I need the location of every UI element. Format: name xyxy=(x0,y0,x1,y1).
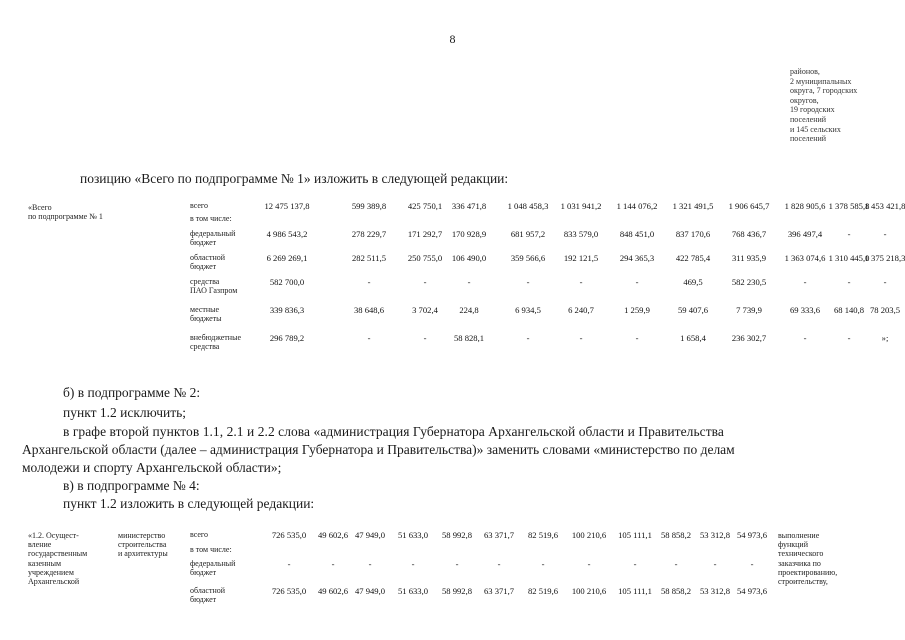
event-line: государственным xyxy=(28,549,88,559)
table-cell: 224,8 xyxy=(459,305,479,315)
table-cell: 170 928,9 xyxy=(451,229,487,239)
table-cell: 49 602,6 xyxy=(317,586,349,596)
table-cell: 106 490,0 xyxy=(451,253,487,263)
table-cell: - xyxy=(368,559,372,569)
table-cell: 336 471,8 xyxy=(451,201,487,211)
table-cell: 1 828 905,6 xyxy=(784,201,826,211)
table-cell: 1 259,9 xyxy=(624,305,650,315)
table-cell: 59 407,6 xyxy=(677,305,709,315)
table-cell: - xyxy=(467,277,471,287)
funding-source-line: в том числе: xyxy=(190,545,232,554)
table-cell: 311 935,9 xyxy=(731,253,767,263)
table-cell: 726 535,0 xyxy=(271,586,307,596)
table-cell: - xyxy=(497,559,501,569)
table-cell: 47 949,0 xyxy=(354,586,386,596)
table-cell: 54 973,6 xyxy=(736,586,768,596)
section-v: в) в подпрограмме № 4: xyxy=(63,478,200,493)
table-cell: 63 371,7 xyxy=(483,530,515,540)
table-cell: 833 579,0 xyxy=(563,229,599,239)
funding-source-line: средства xyxy=(190,342,220,352)
funding-source-line: бюджеты xyxy=(190,314,222,324)
table-cell: - xyxy=(579,277,583,287)
table-cell: 396 497,4 xyxy=(787,229,823,239)
table-cell: 63 371,7 xyxy=(483,586,515,596)
paragraph-line-2: Архангельской области (далее – администрация Губернатора и Правительства)» заменить словами «министерство по делам xyxy=(22,442,735,457)
table-cell: 105 111,1 xyxy=(618,530,652,540)
table-cell: - xyxy=(579,333,583,343)
table-cell: - xyxy=(526,277,530,287)
table-cell: 848 451,0 xyxy=(619,229,655,239)
table-cell: - xyxy=(847,229,851,239)
funding-source-line: всего xyxy=(190,530,209,539)
funding-source-label xyxy=(190,586,225,604)
table-cell: - xyxy=(587,559,591,569)
table-cell: 339 836,3 xyxy=(269,305,305,315)
table-cell: - xyxy=(847,277,851,287)
executor-line: строительства xyxy=(118,540,167,550)
funding-source-line: внебюджетные xyxy=(190,333,241,342)
funding-source-label xyxy=(190,545,232,554)
funding-source-line: бюджет xyxy=(190,262,217,272)
funding-source-label xyxy=(190,229,235,247)
table-cell: - xyxy=(455,559,459,569)
table-cell: 3 702,4 xyxy=(412,305,438,315)
table2-col-executor xyxy=(118,531,168,559)
table-cell: - xyxy=(287,559,291,569)
result-line: заказчика по xyxy=(778,558,821,568)
funding-source-label xyxy=(190,277,237,295)
table-cell: 236 302,7 xyxy=(731,333,767,343)
funding-source-line: в том числе: xyxy=(190,214,232,223)
funding-source-line: ПАО Газпром xyxy=(190,286,238,296)
table-cell: 250 755,0 xyxy=(407,253,443,263)
table-cell: - xyxy=(674,559,678,569)
table-cell: - xyxy=(526,333,530,343)
table-cell: 58 858,2 xyxy=(660,586,692,596)
funding-source-line: бюджет xyxy=(190,568,217,578)
table-cell: 278 229,7 xyxy=(351,229,387,239)
table-cell: 1 906 645,7 xyxy=(728,201,770,211)
table-cell: - xyxy=(713,559,717,569)
table-cell: 1 048 458,3 xyxy=(507,201,549,211)
table-cell: 1 378 585,8 xyxy=(828,201,870,211)
table-cell: 192 121,5 xyxy=(563,253,599,263)
table-cell: 837 170,6 xyxy=(675,229,711,239)
table-cell: 469,5 xyxy=(683,277,703,287)
funding-source-line: бюджет xyxy=(190,595,217,605)
table-cell: - xyxy=(803,277,807,287)
table-cell: 171 292,7 xyxy=(407,229,443,239)
table-cell: 47 949,0 xyxy=(354,530,386,540)
funding-source-label xyxy=(190,253,225,271)
table-cell: 4 986 543,2 xyxy=(266,229,308,239)
table-cell: 58 858,2 xyxy=(660,530,692,540)
table-cell: 53 312,8 xyxy=(699,530,731,540)
table-cell: 51 633,0 xyxy=(397,530,429,540)
table-cell: 82 519,6 xyxy=(527,586,559,596)
event-line: Архангельской xyxy=(28,577,80,587)
funding-source-line: бюджет xyxy=(190,238,217,248)
funding-source-line: областной xyxy=(190,586,226,595)
result-line: технического xyxy=(778,549,824,559)
table-cell: 58 828,1 xyxy=(453,333,485,343)
table-cell: - xyxy=(750,559,754,569)
table-cell: 582 700,0 xyxy=(269,277,305,287)
table-cell: - xyxy=(883,229,887,239)
result-line: выполнение xyxy=(778,531,820,540)
table-cell: 582 230,5 xyxy=(731,277,767,287)
table-cell: 6 240,7 xyxy=(568,305,594,315)
paragraph-line-3: молодежи и спорту Архангельской области»; xyxy=(22,460,282,475)
table-cell: 49 602,6 xyxy=(317,530,349,540)
table-cell: 296 789,2 xyxy=(269,333,305,343)
table-cell: - xyxy=(423,277,427,287)
table-cell: 58 992,8 xyxy=(441,530,473,540)
section-b: б) в подпрограмме № 2: xyxy=(63,385,201,400)
table-cell: 422 785,4 xyxy=(675,253,711,263)
table-cell: 282 511,5 xyxy=(351,253,387,263)
top-note: районов, 2 муниципальных округа, 7 городских округов, 19 городских поселений и 145 сельских поселений xyxy=(790,67,858,144)
funding-source-line: федеральный xyxy=(190,229,236,238)
table-cell: - xyxy=(803,333,807,343)
table-cell: 1 144 076,2 xyxy=(616,201,658,211)
table-cell: 100 210,6 xyxy=(571,530,607,540)
table1-label-line2: по подпрограмме № 1 xyxy=(28,212,103,222)
table-cell: 78 203,5 xyxy=(869,305,901,315)
table-cell: 6 934,5 xyxy=(515,305,541,315)
table-cell: 58 992,8 xyxy=(441,586,473,596)
executor-line: министерство xyxy=(118,531,166,540)
funding-source-line: местные xyxy=(190,305,220,314)
funding-source-label xyxy=(190,530,208,539)
table-cell: 69 333,6 xyxy=(789,305,821,315)
table-cell: 1 321 491,5 xyxy=(672,201,714,211)
table-cell: - xyxy=(635,333,639,343)
table-cell: - xyxy=(411,559,415,569)
paragraph-line-1: в графе второй пунктов 1.1, 2.1 и 2.2 слова «администрация Губернатора Архангельской области и Правительства xyxy=(63,424,724,439)
result-line: строительству, xyxy=(778,577,828,587)
table-cell: 51 633,0 xyxy=(397,586,429,596)
table-cell: - xyxy=(367,277,371,287)
funding-source-label xyxy=(190,305,222,323)
table-cell: 425 750,1 xyxy=(407,201,443,211)
event-line: вление xyxy=(28,540,52,550)
result-line: проектированию, xyxy=(778,567,838,577)
item-12-edit: пункт 1.2 изложить в следующей редакции: xyxy=(63,496,315,511)
executor-line: и архитектуры xyxy=(118,549,168,559)
funding-source-line: всего xyxy=(190,201,209,210)
table-cell: 359 566,6 xyxy=(510,253,546,263)
table-cell: 599 389,8 xyxy=(351,201,387,211)
table-cell: 82 519,6 xyxy=(527,530,559,540)
table-cell: 726 535,0 xyxy=(271,530,307,540)
table-cell: 294 365,3 xyxy=(619,253,655,263)
table-cell: 54 973,6 xyxy=(736,530,768,540)
table1-label-line1: «Всего xyxy=(28,203,52,212)
table-cell: 1 375 218,3 xyxy=(864,253,905,263)
table-cell: 38 648,6 xyxy=(353,305,385,315)
table2-col-event xyxy=(28,531,87,586)
result-line: функций xyxy=(778,540,808,550)
table-cell: - xyxy=(847,333,851,343)
funding-source-line: средства xyxy=(190,277,220,286)
table-cell: 7 739,9 xyxy=(736,305,762,315)
funding-source-line: областной xyxy=(190,253,226,262)
table-cell: 768 436,7 xyxy=(731,229,767,239)
item-12-exclude: пункт 1.2 исключить; xyxy=(63,405,187,420)
table-cell: 12 475 137,8 xyxy=(264,201,310,211)
table-cell: - xyxy=(883,277,887,287)
funding-source-label xyxy=(190,559,235,577)
table-cell: 1 310 445,0 xyxy=(828,253,870,263)
funding-source-label xyxy=(190,214,232,223)
table-cell: 1 363 074,6 xyxy=(784,253,826,263)
table-cell: 53 312,8 xyxy=(699,586,731,596)
table-cell: - xyxy=(635,277,639,287)
table-cell: - xyxy=(633,559,637,569)
table-cell: - xyxy=(541,559,545,569)
table1-label xyxy=(28,203,103,221)
table-cell: - xyxy=(367,333,371,343)
event-line: учреждением xyxy=(28,567,74,577)
table-cell: »; xyxy=(881,333,889,343)
event-line: казенным xyxy=(28,558,62,568)
funding-source-label xyxy=(190,201,208,210)
funding-source-line: федеральный xyxy=(190,559,236,568)
table-cell: 6 269 269,1 xyxy=(266,253,308,263)
table-cell: 68 140,8 xyxy=(833,305,865,315)
page-number: 8 xyxy=(449,32,456,46)
table-cell: 100 210,6 xyxy=(571,586,607,596)
table-cell: 105 111,1 xyxy=(618,586,652,596)
table-cell: 1 658,4 xyxy=(680,333,706,343)
table-cell: 1 031 941,2 xyxy=(560,201,602,211)
intro-text: позицию «Всего по подпрограмме № 1» изложить в следующей редакции: xyxy=(80,171,509,186)
table-cell: 681 957,2 xyxy=(510,229,546,239)
table-cell: - xyxy=(331,559,335,569)
funding-source-label xyxy=(190,333,241,351)
table-cell: - xyxy=(423,333,427,343)
table-cell: 1 453 421,8 xyxy=(864,201,905,211)
event-line: «1.2. Осущест- xyxy=(28,531,79,540)
